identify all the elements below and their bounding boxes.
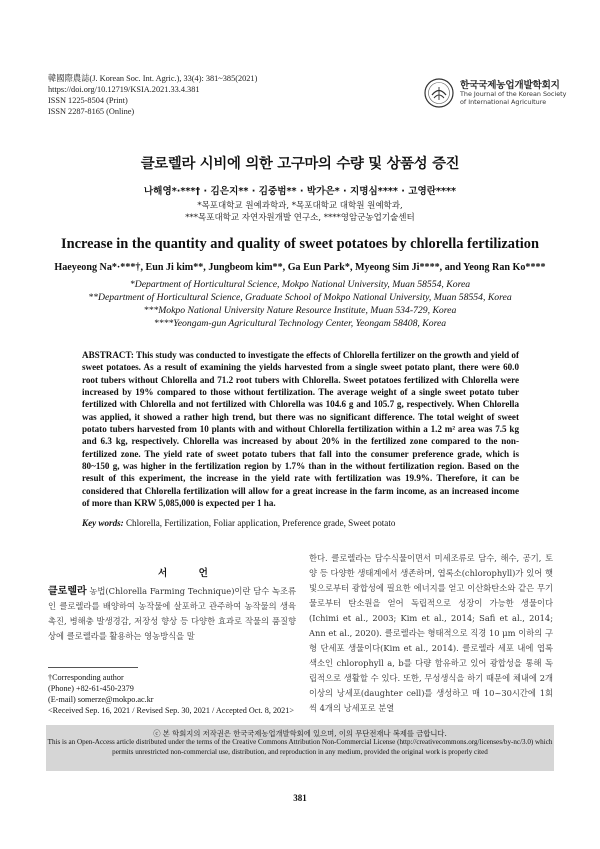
authors-english: Haeyeong Na*·***†, Eun Ji kim**, Jungbeom kim**, Ga Eun Park*, Myeong Sim Ji****, and Yeong Ran Ko**** bbox=[54, 262, 546, 273]
section-title-introduction: 서 언 bbox=[158, 568, 222, 579]
society-name-en-line2: of International Agriculture bbox=[460, 98, 547, 106]
society-name-en-line1: The Journal of the Korean Society bbox=[460, 90, 567, 98]
affiliation-korean-2: ***목포대학교 자연자원개발 연구소, ****영암군농업기술센터 bbox=[185, 213, 415, 223]
abstract-text: This study was conducted to investigate the effects of Chlorella fertilizer on the growth and yield of sweet potatoes. As a result of examining the yields harvested from a single sweet potato plant, there were 60.0 root tubers without Chlorella and 71.2 root tubers with Chlorella. Sweet potatoes fertilized with Chlorella were increased by 19% compared to those without fertilization. The average weight of a single sweet potato tuber fertilized with Chlorella and not fertilized with Chlorella was 104.6 g and 105.7 g, respectively. When Chlorella was applied, it showed a rather high trend, but there was no significant difference. The total weight of sweet potato tubers harvested from 10 plants with and without Chlorella fertilization within a 1.2 m² area was 7.5 kg and 6.3 kg, respectively. Chlorella was increased by about 20% in the fertilized zone compared to the non-fertilized zone. The yield rate of sweet potato tubers that fall into the consumer preference grade, which is 80~150 g, was higher in the fertilization region by 1.7% than in the without fertilization region. Based on the result of this experiment, the increase in the yield rate with fertilization was 19.9%. Therefore, it can be considered that Chlorella fertilization will allow for a great increase in the farm income, as an increased income of more than KRW 5,085,000 is expected per 1 ha. bbox=[82, 350, 520, 509]
doi-link[interactable]: https://doi.org/10.12719/KSIA.2021.33.4.381 bbox=[48, 85, 200, 94]
footnote bbox=[48, 672, 308, 716]
license-box bbox=[46, 725, 554, 771]
issn-online: ISSN 2287-8165 (Online) bbox=[48, 107, 135, 116]
affiliation-english-4: ****Yeongam-gun Agricultural Technology Center, Yeongam 58408, Korea bbox=[153, 318, 447, 329]
society-name-ko: 한국국제농업개발학회지 bbox=[460, 80, 560, 91]
body-column-left bbox=[48, 584, 296, 644]
body-column-right: 한다. 클로렐라는 담수식물이면서 미세조류로 담수, 해수, 공기, 토양 등 다양한 생태계에서 생존하며, 엽록소(chlorophyll)가 있어 햇빛으로부터 광합성에 필요한 에너지를 얻고 이산화탄소와 같은 무기물로부터 탄소원을 얻어 독립적으로 성장이 가능한 생물이다(Ichimi et al., 2003; Kim et al., 2014; Safi et al., 2014; Ann et al., 2020). 클로렐라는 형태적으로 직경 10 μm 이하의 구형 단세포 생물이다(Kim et al., 2014). 클로렐라 세포 내에 엽록 색소인 chlorophyll a, b를 다량 함유하고 있어 광합성을 통해 독립적으로 생활할 수 있다. 또한, 무성생식을 하기 때문에 체내에 2개 이상의 낭세포(daughter cell)를 생성하고 매 10~30시간에 1회씩 4개의 낭세포로 분열 bbox=[309, 553, 553, 713]
license-text-1: This is an Open-Access article distributed under the terms of the Creative Commons Attribution Non-Commercial License (http://creativecommons.org/licenses/by-nc/3.0) which bbox=[47, 738, 553, 747]
authors-korean: 나해영*·***† · 김은지** · 김중범** · 박가은* · 지명심**** · 고영란**** bbox=[143, 186, 457, 197]
affiliation-english-1: *Department of Horticultural Science, Mokpo National University, Muan 58554, Korea bbox=[129, 279, 471, 290]
title-korean: 클로렐라 시비에 의한 고구마의 수량 및 상품성 증진 bbox=[140, 156, 460, 172]
affiliation-english-3: ***Mokpo National University Nature Resource Institute, Muan 534-729, Korea bbox=[143, 305, 457, 316]
copyright-notice: ⓒ 본 학회지의 저작권은 한국국제농업개발학회에 있으며, 이의 무단전재나 복제를 금합니다. bbox=[153, 729, 447, 738]
journal-citation: 韓國際農誌(J. Korean Soc. Int. Agric.), 33(4): 381~385(2021) bbox=[48, 74, 258, 83]
page-number: 381 bbox=[293, 793, 307, 803]
body-left-text: 농법(Chlorella Farming Technique)이란 담수 녹조류인 클로렐라를 배양하여 농작물에 살포하고 관주하여 농작물의 생육촉진, 병해충 발생경감, 저장성 향상 등 다양한 효과로 작물의 품질향상에 클로렐라를 활용하는 영농방식을 말 bbox=[48, 586, 296, 641]
received-dates: <Received Sep. 16, 2021 / Revised Sep. 30, 2021 / Accepted Oct. 8, 2021> bbox=[48, 706, 294, 715]
abstract bbox=[82, 349, 519, 509]
issn-print: ISSN 1225-8504 (Print) bbox=[48, 96, 128, 105]
keywords-text: Chlorella, Fertilization, Foliar application, Preference grade, Sweet potato bbox=[125, 518, 396, 528]
license-text-2: permits unrestricted non-commercial use, distribution, and reproduction in any medium, provided the original work is properly cited bbox=[112, 747, 488, 756]
footnote-divider bbox=[48, 667, 138, 668]
corresponding-email[interactable]: (E-mail) somerze@mokpo.ac.kr bbox=[48, 695, 154, 704]
society-logo bbox=[424, 75, 567, 115]
society-emblem-icon bbox=[424, 78, 454, 108]
lead-word: 클로렐라 bbox=[48, 586, 87, 597]
corresponding-author-label: †Corresponding author bbox=[48, 673, 124, 682]
affiliation-korean-1: *목포대학교 원예과학과, *목포대학교 대학원 원예학과, bbox=[197, 201, 403, 211]
title-english: Increase in the quantity and quality of sweet potatoes by chlorella fertilization bbox=[61, 236, 539, 252]
society-name-en bbox=[460, 90, 566, 106]
affiliation-english-2: **Department of Horticultural Science, Graduate School of Mokpo National University, Muan 58554, Korea bbox=[88, 292, 512, 303]
keywords-label: Key words: bbox=[82, 518, 124, 528]
keywords bbox=[82, 518, 519, 528]
corresponding-phone: (Phone) +82-61-450-2379 bbox=[48, 684, 134, 693]
abstract-label: ABSTRACT: bbox=[82, 350, 134, 360]
